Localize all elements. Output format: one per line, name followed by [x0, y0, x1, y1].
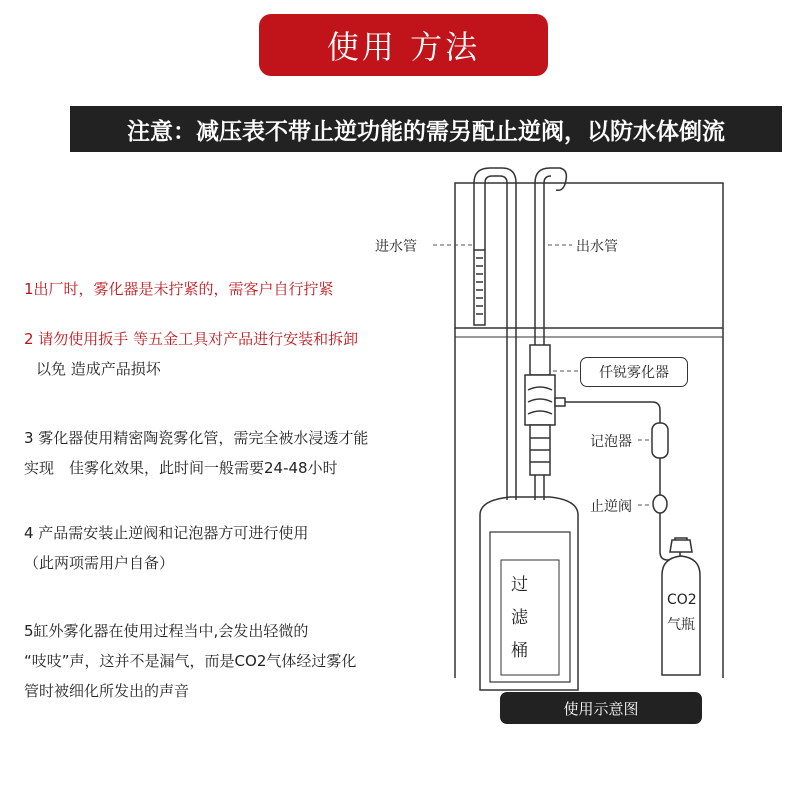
diagram-caption-text: 使用示意图	[563, 699, 639, 718]
outlet-pipe-label: 出水管	[576, 239, 618, 255]
check-valve-shape	[653, 495, 667, 513]
step-2-line-1: 2 请勿使用扳手 等五金工具对产品进行安装和拆卸	[24, 330, 359, 348]
co2-label: CO2	[667, 592, 697, 608]
step-1-line-1: 1出厂时，雾化器是未拧紧的，需客户自行拧紧	[24, 280, 334, 298]
step-5-line-1: 5缸外雾化器在使用过程当中,会发出轻微的	[24, 622, 309, 640]
filter-label-char-2: 滤	[511, 608, 528, 628]
filter-canister	[480, 497, 578, 690]
bubble-counter-label: 记泡器	[590, 434, 632, 450]
page-title: 使用 方法	[326, 28, 481, 66]
step-4-line-1: 4 产品需安装止逆阀和记泡器方可进行使用	[24, 524, 309, 542]
filter-label-char-1: 过	[511, 575, 528, 595]
step-5-line-3: 管时被细化所发出的声音	[24, 682, 190, 700]
notice-text: 注意：减压表不带止逆功能的需另配止逆阀，以防水体倒流	[127, 117, 725, 145]
step-3-line-1: 3 雾化器使用精密陶瓷雾化管，需完全被水浸透才能	[24, 429, 369, 447]
step-4-line-2: （此两项需用户自备）	[24, 554, 175, 572]
step-5-line-2: “吱吱”声，这并不是漏气，而是CO2气体经过雾化	[24, 652, 357, 670]
cylinder-label: 气瓶	[667, 617, 695, 633]
inlet-pipe	[474, 168, 516, 500]
check-valve-label: 止逆阀	[590, 499, 632, 515]
filter-label-char-3: 桶	[511, 641, 528, 661]
step-2-line-2: 以免 造成产品损坏	[36, 360, 161, 378]
step-3-line-2: 实现 佳雾化效果，此时间一般需要24-48小时	[24, 459, 338, 477]
atomizer-device	[525, 345, 565, 475]
atomizer-label: 仟锐雾化器	[580, 357, 688, 387]
inlet-pipe-label: 进水管	[375, 239, 417, 255]
bubble-counter-shape	[652, 423, 668, 458]
diagram-caption	[500, 692, 702, 724]
